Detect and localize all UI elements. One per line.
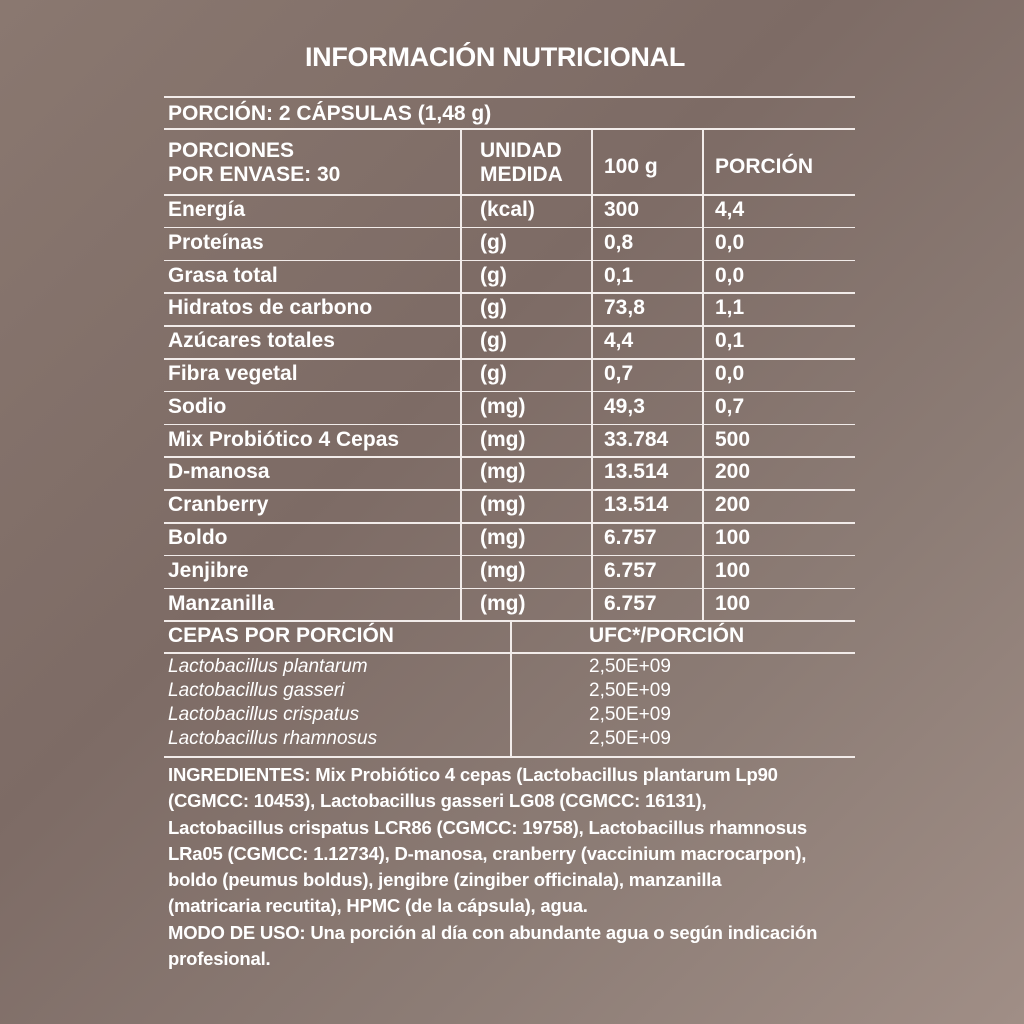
nutrient-name: Grasa total <box>168 263 278 287</box>
table-rule <box>164 456 855 458</box>
nutrient-unit: (g) <box>480 329 507 353</box>
ingredients-line: Lactobacillus crispatus LCR86 (CGMCC: 19758), Lactobacillus rhamnosus <box>168 816 808 838</box>
table-top-rule <box>164 96 855 98</box>
nutrient-per-100g: 49,3 <box>604 394 645 418</box>
nutrient-per-100g: 13.514 <box>604 460 669 484</box>
nutrient-unit: (mg) <box>480 460 526 484</box>
nutrient-name: Jenjibre <box>168 558 249 582</box>
table-rule <box>164 358 855 360</box>
table-rule <box>164 391 855 393</box>
nutrient-per-100g: 13.514 <box>604 493 669 517</box>
nutrient-unit: (mg) <box>480 591 526 615</box>
nutrient-portion: 500 <box>715 427 751 451</box>
nutrient-per-100g: 0,7 <box>604 362 634 385</box>
column-divider <box>510 620 512 756</box>
header-servings-line1: PORCIONES <box>168 139 295 162</box>
nutrient-portion: 0,0 <box>715 230 745 254</box>
nutrient-portion: 100 <box>715 591 751 615</box>
nutrient-unit: (mg) <box>480 526 526 549</box>
table-rule <box>164 325 855 327</box>
nutrient-name: Cranberry <box>168 493 269 517</box>
header-unit-line1: UNIDAD <box>480 139 562 162</box>
column-divider <box>591 128 593 620</box>
nutrient-name: Hidratos de carbono <box>168 296 373 320</box>
table-rule <box>164 292 855 294</box>
nutrient-portion: 0,1 <box>715 329 745 353</box>
nutrient-unit: (g) <box>480 230 507 254</box>
column-divider <box>702 128 704 620</box>
ingredients-line: MODO DE USO: Una porción al día con abundante agua o según indicación <box>168 921 818 943</box>
strain-name: Lactobacillus plantarum <box>168 656 368 678</box>
nutrient-per-100g: 6.757 <box>604 558 657 582</box>
header-servings <box>168 139 340 187</box>
strain-name: Lactobacillus gasseri <box>168 680 345 702</box>
nutrient-unit: (g) <box>480 263 507 287</box>
nutrient-name: D-manosa <box>168 460 270 484</box>
nutrient-unit: (mg) <box>480 427 526 451</box>
nutrient-unit: (mg) <box>480 558 526 582</box>
strain-ufc: 2,50E+09 <box>589 656 671 678</box>
table-rule <box>164 588 855 590</box>
nutrient-unit: (g) <box>480 296 507 320</box>
strain-ufc: 2,50E+09 <box>589 680 671 702</box>
nutrient-per-100g: 6.757 <box>604 526 657 549</box>
table-rule <box>164 522 855 524</box>
header-portion: PORCIÓN <box>715 155 814 178</box>
table-rule <box>164 260 855 262</box>
nutrient-per-100g: 6.757 <box>604 591 657 615</box>
nutrient-portion: 0,0 <box>715 263 745 287</box>
header-unit <box>480 139 563 187</box>
table-rule <box>164 424 855 426</box>
strains-header-left: CEPAS POR PORCIÓN <box>168 624 394 648</box>
ingredients-line: (CGMCC: 10453), Lactobacillus gasseri LG08 (CGMCC: 16131), <box>168 790 707 812</box>
nutrient-unit: (mg) <box>480 493 526 517</box>
strain-ufc: 2,50E+09 <box>589 704 671 726</box>
strain-name: Lactobacillus crispatus <box>168 704 360 726</box>
nutrient-name: Energía <box>168 198 246 221</box>
nutrient-name: Azúcares totales <box>168 329 335 353</box>
table-rule <box>164 128 855 130</box>
nutrient-name: Boldo <box>168 526 228 549</box>
nutrient-portion: 1,1 <box>715 296 745 320</box>
nutrient-unit: (g) <box>480 362 507 385</box>
nutrient-per-100g: 73,8 <box>604 296 645 320</box>
nutrient-unit: (kcal) <box>480 198 535 221</box>
nutrient-name: Mix Probiótico 4 Cepas <box>168 427 400 451</box>
table-rule <box>164 194 855 196</box>
nutrient-portion: 100 <box>715 526 751 549</box>
portion-line: PORCIÓN: 2 CÁPSULAS (1,48 g) <box>168 102 492 125</box>
strain-name: Lactobacillus rhamnosus <box>168 728 378 750</box>
nutrient-portion: 0,7 <box>715 394 745 418</box>
ingredients-line: boldo (peumus boldus), jengibre (zingiber officinala), manzanilla <box>168 869 722 891</box>
nutrient-per-100g: 4,4 <box>604 329 634 353</box>
table-rule <box>164 227 855 229</box>
nutrient-per-100g: 0,8 <box>604 230 634 254</box>
column-divider <box>460 128 462 620</box>
nutrient-name: Fibra vegetal <box>168 362 298 385</box>
header-unit-line2: MEDIDA <box>480 163 563 186</box>
table-bottom-rule <box>164 756 855 758</box>
nutrient-per-100g: 0,1 <box>604 263 634 287</box>
nutrient-portion: 200 <box>715 460 751 484</box>
nutrient-portion: 0,0 <box>715 362 745 385</box>
nutrient-portion: 4,4 <box>715 198 745 221</box>
table-rule <box>164 489 855 491</box>
page-title: INFORMACIÓN NUTRICIONAL <box>304 42 686 72</box>
header-per-100g: 100 g <box>604 155 658 178</box>
nutrient-portion: 200 <box>715 493 751 517</box>
nutrient-per-100g: 300 <box>604 198 640 221</box>
ingredients-line: LRa05 (CGMCC: 1.12734), D-manosa, cranberry (vaccinium macrocarpon), <box>168 842 807 864</box>
ingredients-text <box>168 762 868 972</box>
header-servings-line2: POR ENVASE: 30 <box>168 163 341 186</box>
table-rule <box>164 555 855 557</box>
nutrient-portion: 100 <box>715 558 751 582</box>
nutrient-name: Manzanilla <box>168 591 275 615</box>
ingredients-line: profesional. <box>168 948 271 970</box>
nutrient-name: Proteínas <box>168 230 264 254</box>
strain-ufc: 2,50E+09 <box>589 728 671 750</box>
nutrient-name: Sodio <box>168 394 227 418</box>
strains-header-right: UFC*/PORCIÓN <box>589 624 745 648</box>
nutrient-per-100g: 33.784 <box>604 427 669 451</box>
ingredients-line: INGREDIENTES: Mix Probiótico 4 cepas (Lactobacillus plantarum Lp90 <box>168 764 778 785</box>
nutrient-unit: (mg) <box>480 394 526 418</box>
ingredients-line: (matricaria recutita), HPMC (de la cápsula), agua. <box>168 895 588 917</box>
